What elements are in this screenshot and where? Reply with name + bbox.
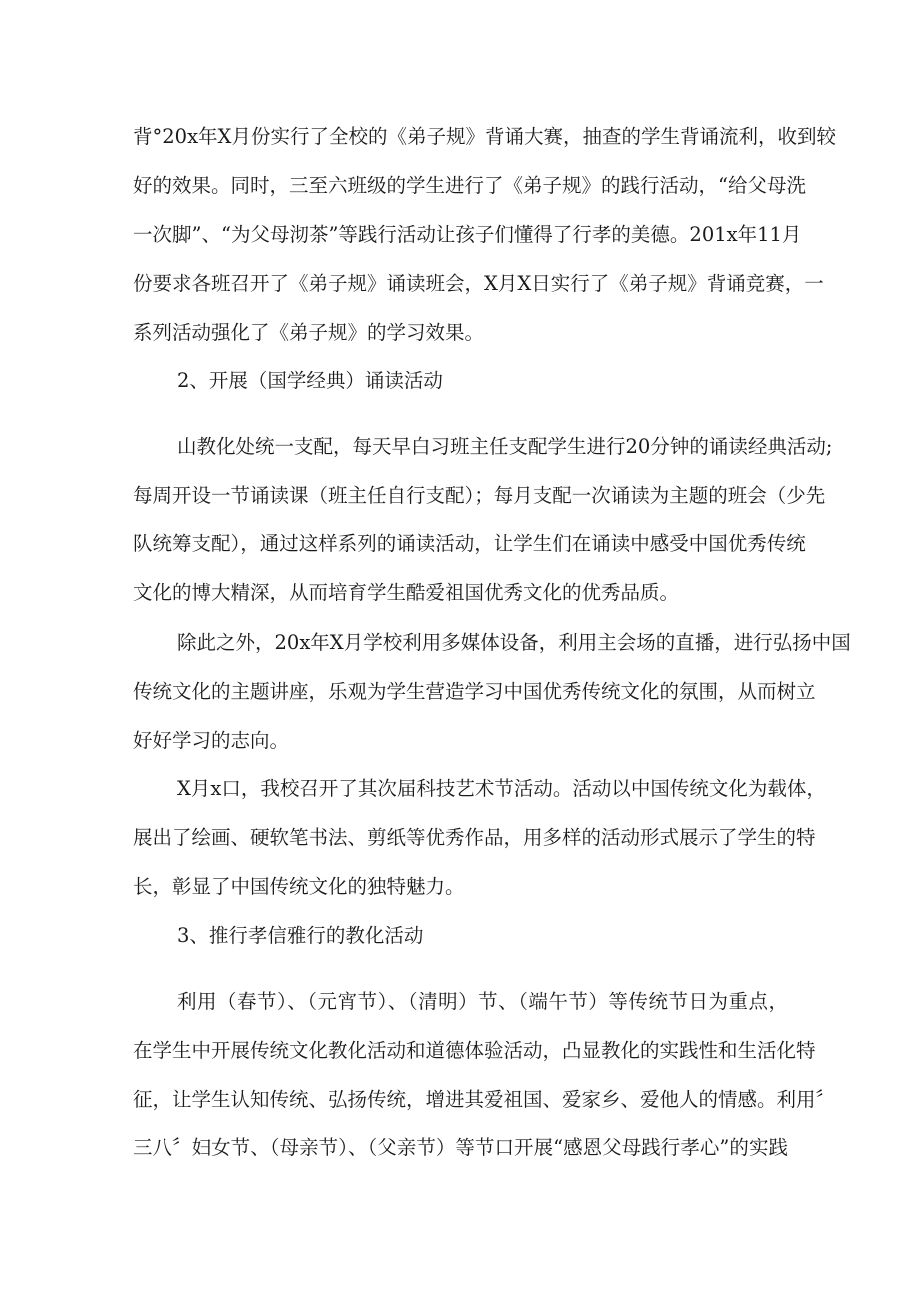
paragraph-1-line-2: 好的效果。同时，三至六班级的学生进行了《弟子规》的践行活动，“给父母洗 [133, 174, 806, 197]
paragraph-4-line-2: 展出了绘画、硬软笔书法、剪纸等优秀作品，用多样的活动形式展示了学生的特 [133, 826, 816, 849]
paragraph-1-line-3: 一次脚”、“为父母沏茶”等践行活动让孩子们懂得了行孝的美德。201x年11月 [133, 223, 802, 246]
paragraph-4-line-1: X月x口，我校召开了其次届科技艺术节活动。活动以中国传统文化为载体， [177, 777, 826, 800]
paragraph-1-line-4: 份要求各班召开了《弟子规》诵读班会，X月X日实行了《弟子规》背诵竞赛，一 [133, 272, 824, 295]
paragraph-2-line-2: 每周开设一节诵读课（班主任自行支配）；每月支配一次诵读为主题的班会（少先 [133, 484, 826, 507]
paragraph-1-line-5: 系列活动强化了《弟子规》的学习效果。 [133, 321, 485, 344]
paragraph-2-line-3: 队统筹支配），通过这样系列的诵读活动，让学生们在诵读中感受中国优秀传统 [133, 532, 806, 555]
paragraph-3-line-3: 好好学习的志向。 [133, 729, 290, 752]
paragraph-5-line-3: 征，让学生认知传统、弘扬传统，增进其爱祖国、爱家乡、爱他人的情感。利用〞 [133, 1088, 836, 1111]
paragraph-4-line-3: 长，彰显了中国传统文化的独特魅力。 [133, 875, 465, 898]
paragraph-5-line-1: 利用（春节）、（元宵节）、（清明）节、（端午节）等传统节日为重点， [177, 990, 788, 1013]
section-heading-2: 2、开展（国学经典）诵读活动 [177, 369, 443, 392]
paragraph-3-line-2: 传统文化的主题讲座，乐观为学生营造学习中国优秀传统文化的氛围，从而树立 [133, 680, 816, 703]
paragraph-3-line-1: 除此之外，20x年X月学校利用多媒体设备，利用主会场的直播，进行弘扬中国 [177, 631, 851, 654]
section-heading-3: 3、推行孝信雅行的教化活动 [177, 924, 424, 947]
paragraph-5-line-2: 在学生中开展传统文化教化活动和道德体验活动，凸显教化的实践性和生活化特 [133, 1039, 816, 1062]
paragraph-2-line-1: 山教化处统一支配，每天早白习班主任支配学生进行20分钟的诵读经典活动; [177, 435, 833, 458]
paragraph-5-line-4: 三八〞妇女节、（母亲节）、（父亲节）等节口开展“感恩父母践行孝心”的实践 [133, 1136, 788, 1159]
paragraph-1-line-1: 背°20x年X月份实行了全校的《弟子规》背诵大赛，抽查的学生背诵流利，收到较 [133, 125, 836, 148]
paragraph-2-line-4: 文化的博大精深，从而培育学生酷爱祖国优秀文化的优秀品质。 [133, 581, 680, 604]
